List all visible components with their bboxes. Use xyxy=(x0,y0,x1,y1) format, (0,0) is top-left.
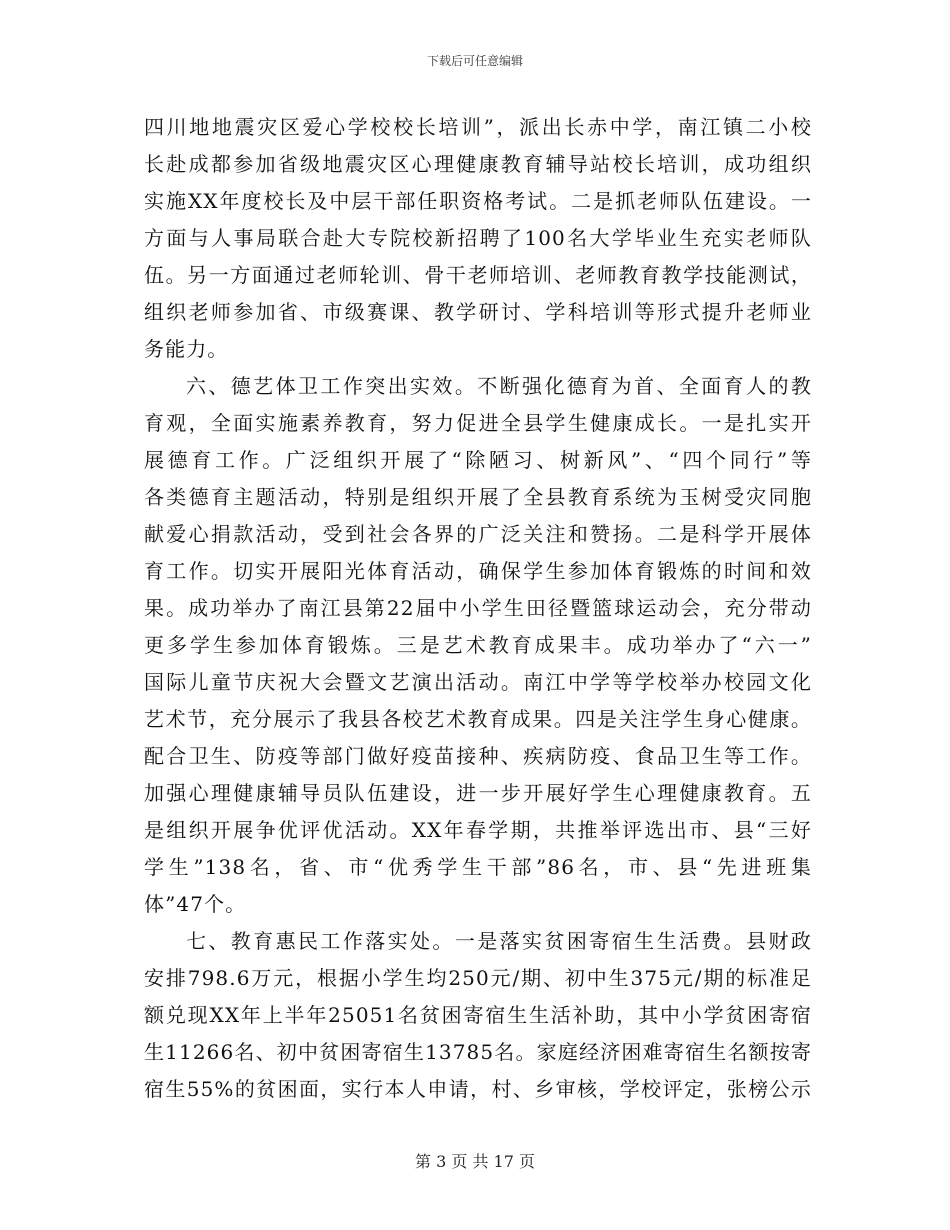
text-line: 国际儿童节庆祝大会暨文艺演出活动。南江中学等学校举办校园文化 xyxy=(144,670,812,694)
text-line: 伍。另一方面通过老师轮训、骨干老师培训、老师教育教学技能测试， xyxy=(144,263,812,287)
text-line: 实施XX年度校长及中层干部任职资格考试。二是抓老师队伍建设。一 xyxy=(144,189,812,213)
text-line: 体”47个。 xyxy=(144,892,247,916)
text-line: 生11266名、初中贫困寄宿生13785名。家庭经济困难寄宿生名额按寄 xyxy=(144,1040,812,1064)
page-number-footer: 第 3 页 共 17 页 xyxy=(415,1152,535,1171)
text-line: 方面与人事局联合赴大专院校新招聘了100名大学毕业生充实老师队 xyxy=(144,226,812,250)
text-line: 加强心理健康辅导员队伍建设，进一步开展好学生心理健康教育。五 xyxy=(144,781,812,805)
page-header: 下载后可任意编辑 xyxy=(426,54,523,68)
text-line: 献爱心捐款活动，受到社会各界的广泛关注和赞扬。二是科学开展体 xyxy=(144,522,812,546)
text-line: 果。成功举办了南江县第22届中小学生田径暨篮球运动会，充分带动 xyxy=(144,596,812,620)
text-line: 展德育工作。广泛组织开展了“除陋习、树新风”、“四个同行”等 xyxy=(144,448,812,472)
text-line: 安排798.6万元，根据小学生均250元/期、初中生375元/期的标准足 xyxy=(144,966,812,990)
text-line: 各类德育主题活动，特别是组织开展了全县教育系统为玉树受灾同胞 xyxy=(144,485,812,509)
text-line: 学生”138名，省、市“优秀学生干部”86名，市、县“先进班集 xyxy=(144,855,812,879)
text-line: 四川地地震灾区爱心学校校长培训”，派出长赤中学，南江镇二小校 xyxy=(144,115,812,139)
text-line: 组织老师参加省、市级赛课、教学研讨、学科培训等形式提升老师业 xyxy=(144,300,812,324)
text-line: 务能力。 xyxy=(144,337,229,361)
text-line: 育工作。切实开展阳光体育活动，确保学生参加体育锻炼的时间和效 xyxy=(144,559,812,583)
text-line: 额兑现XX年上半年25051名贫困寄宿生生活补助，其中小学贫困寄宿 xyxy=(144,1003,812,1027)
paragraph-first-line: 七、教育惠民工作落实处。一是落实贫困寄宿生生活费。县财政 xyxy=(186,929,812,953)
text-line: 艺术节，充分展示了我县各校艺术教育成果。四是关注学生身心健康。 xyxy=(144,707,812,731)
text-line: 长赴成都参加省级地震灾区心理健康教育辅导站校长培训，成功组织 xyxy=(144,152,812,176)
text-line: 宿生55%的贫困面，实行本人申请，村、乡审核，学校评定，张榜公示 xyxy=(144,1077,812,1101)
text-line: 更多学生参加体育锻炼。三是艺术教育成果丰。成功举办了“六一” xyxy=(144,633,812,657)
paragraph-first-line: 六、德艺体卫工作突出实效。不断强化德育为首、全面育人的教 xyxy=(186,374,812,398)
text-line: 育观，全面实施素养教育，努力促进全县学生健康成长。一是扎实开 xyxy=(144,411,812,435)
text-line: 配合卫生、防疫等部门做好疫苗接种、疾病防疫、食品卫生等工作。 xyxy=(144,744,812,768)
text-line: 是组织开展争优评优活动。XX年春学期，共推举评选出市、县“三好 xyxy=(144,818,812,842)
document-body xyxy=(144,109,812,1108)
